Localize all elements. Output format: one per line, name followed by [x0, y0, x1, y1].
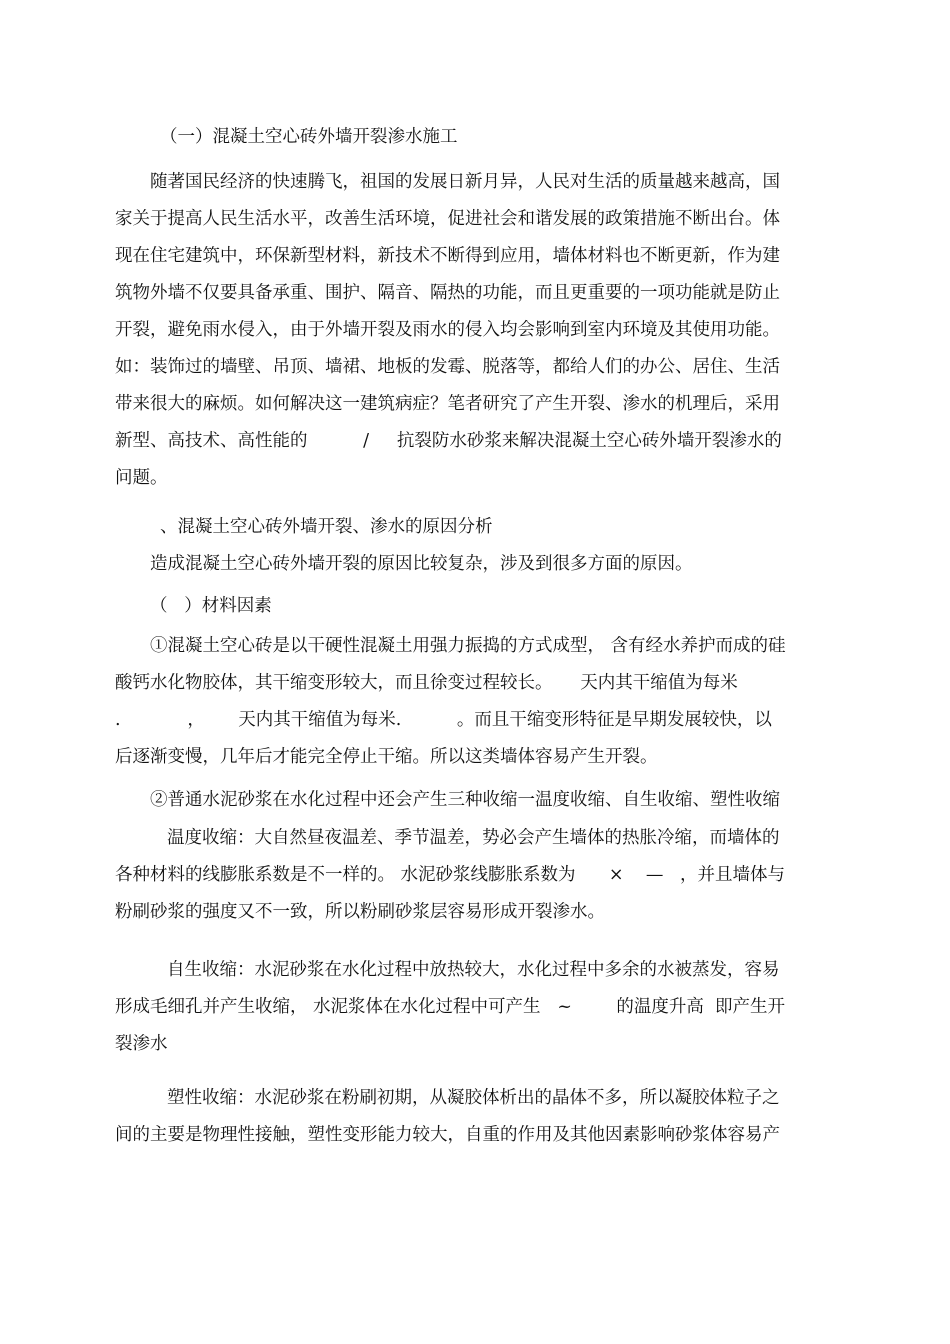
- item-1-line-1: ①混凝土空心砖是以干硬性混凝土用强力振捣的方式成型， 含有经水养护而成的硅: [150, 636, 786, 656]
- intro-line-2: 家关于提高人民生活水平，改善生活环境，促进社会和谐发展的政策措施不断出台。体: [115, 209, 780, 229]
- item-1-line-2: 酸钙水化物胶体，其干缩变形较大，而且徐变过程较长。 天内其干缩值为每米: [115, 673, 738, 693]
- plastic-shrinkage-line-1: 塑性收缩：水泥砂浆在粉刷初期，从凝胶体析出的晶体不多，所以凝胶体粒子之: [167, 1088, 780, 1108]
- item-2-line: ②普通水泥砂浆在水化过程中还会产生三种收缩一温度收缩、自生收缩、塑性收缩: [150, 790, 780, 810]
- intro-line-1: 随著国民经济的快速腾飞，祖国的发展日新月异，人民对生活的质量越来越高，国: [150, 172, 780, 192]
- section-heading: （一）混凝土空心砖外墙开裂渗水施工: [160, 127, 458, 147]
- intro-line-9: 问题。: [115, 468, 168, 488]
- intro-line-5: 开裂，避免雨水侵入，由于外墙开裂及雨水的侵入均会影响到室内环境及其使用功能。: [115, 320, 780, 340]
- autogenous-shrinkage-line-2: 形成毛细孔并产生收缩， 水泥浆体在水化过程中可产生 ~ 的温度升高 即产生开: [115, 997, 786, 1017]
- cause-analysis-intro: 造成混凝土空心砖外墙开裂的原因比较复杂，涉及到很多方面的原因。: [150, 554, 693, 574]
- intro-line-7: 带来很大的麻烦。如何解决这一建筑病症？笔者研究了产生开裂、渗水的机理后，采用: [115, 394, 780, 414]
- intro-line-6: 如：装饰过的墙壁、吊顶、墙裙、地板的发霉、脱落等，都给人们的办公、居住、生活: [115, 357, 780, 377]
- autogenous-shrinkage-line-1: 自生收缩：水泥砂浆在水化过程中放热较大，水化过程中多余的水被蒸发，容易: [167, 960, 780, 980]
- plastic-shrinkage-line-2: 间的主要是物理性接触，塑性变形能力较大，自重的作用及其他因素影响砂浆体容易产: [115, 1125, 780, 1145]
- cause-analysis-title: 、混凝土空心砖外墙开裂、渗水的原因分析: [160, 517, 493, 537]
- temperature-shrinkage-line-3: 粉刷砂浆的强度又不一致，所以粉刷砂浆层容易形成开裂渗水。: [115, 902, 605, 922]
- item-1-line-4: 后逐渐变慢，几年后才能完全停止干缩。所以这类墙体容易产生开裂。: [115, 747, 658, 767]
- intro-line-3: 现在住宅建筑中，环保新型材料，新技术不断得到应用，墙体材料也不断更新，作为建: [115, 246, 780, 266]
- material-factor-title: （ ）材料因素: [150, 596, 272, 616]
- temperature-shrinkage-line-1: 温度收缩：大自然昼夜温差、季节温差，势必会产生墙体的热胀冷缩，而墙体的: [167, 828, 780, 848]
- intro-line-8: 新型、高技术、高性能的 / 抗裂防水砂浆来解决混凝土空心砖外墙开裂渗水的: [115, 431, 782, 451]
- temperature-shrinkage-line-2: 各种材料的线膨胀系数是不一样的。 水泥砂浆线膨胀系数为 × — ，并且墙体与: [115, 865, 786, 885]
- intro-line-4: 筑物外墙不仅要具备承重、围护、隔音、隔热的功能，而且更重要的一项功能就是防止: [115, 283, 780, 303]
- item-1-line-3: . ， 天内其干缩值为每米. 。而且干缩变形特征是早期发展较快，以: [115, 710, 772, 730]
- autogenous-shrinkage-line-3: 裂渗水: [115, 1034, 168, 1054]
